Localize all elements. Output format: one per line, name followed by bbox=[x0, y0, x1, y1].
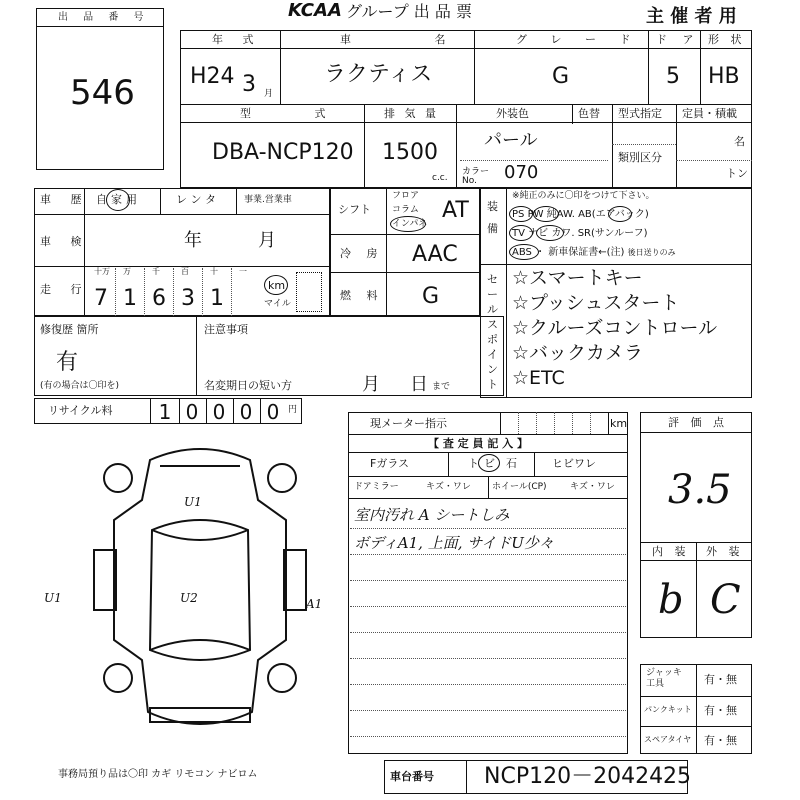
key-items: 事務局預り品は〇印 カギ リモコン ナビロム bbox=[58, 769, 258, 780]
model-name: ラクティス bbox=[324, 62, 433, 87]
pw-circle bbox=[533, 206, 559, 222]
km-unit: km bbox=[268, 279, 286, 292]
inspection-month: 月 bbox=[258, 230, 276, 251]
door-left bbox=[94, 550, 116, 610]
equipment-note: ※純正のみに〇印をつけて下さい。 bbox=[512, 191, 655, 201]
damage-left: U1 bbox=[44, 591, 62, 605]
notes-label: 注意事項 bbox=[204, 323, 248, 336]
mileage-digit-head: 一 bbox=[239, 267, 247, 276]
inspector-ruled-line bbox=[350, 632, 626, 633]
doors-label: ド ア bbox=[656, 33, 700, 46]
history-rental: レ ン タ bbox=[176, 193, 216, 206]
glass-label: Fガラス bbox=[370, 457, 409, 470]
glass-stone: 石 bbox=[506, 457, 517, 470]
rear-bumper bbox=[150, 708, 250, 722]
fuel-label: 燃 料 bbox=[340, 289, 384, 302]
mileage-digit: 7 bbox=[94, 286, 108, 311]
recycle-label: リサイクル料 bbox=[48, 404, 113, 417]
wheel-rear-right bbox=[268, 664, 296, 692]
mileage-digit: 3 bbox=[181, 286, 195, 311]
score-label: 評 価 点 bbox=[668, 416, 728, 429]
mileage-divider bbox=[202, 268, 203, 316]
mileage-digit-head: 百 bbox=[181, 267, 189, 276]
cc-unit: c.c. bbox=[432, 173, 448, 183]
mileage-digit-head: 十 bbox=[210, 267, 218, 276]
navi-circle bbox=[536, 225, 564, 241]
wheel-rear-left bbox=[104, 664, 132, 692]
copy-label: 主 催 者 用 bbox=[646, 6, 737, 27]
meter-digit-divider bbox=[590, 412, 591, 434]
month-suffix: 月 bbox=[264, 89, 274, 99]
inspector-ruled-line bbox=[350, 580, 626, 581]
recycle-divider bbox=[260, 398, 261, 424]
selling-point: ☆ETC bbox=[512, 367, 565, 389]
history-private: 自家用 bbox=[96, 193, 141, 206]
kcaa-logo: KCAA bbox=[288, 0, 342, 21]
selling-point: ☆クルーズコントロール bbox=[512, 317, 718, 339]
meter-unit: km bbox=[610, 417, 628, 430]
inspector-title: 【 査 定 員 記 入 】 bbox=[428, 437, 528, 450]
car-diagram bbox=[90, 440, 310, 740]
year-era: H24 bbox=[190, 64, 235, 89]
color-change-label: 色替 bbox=[578, 107, 600, 120]
warranty-note: 後日送りのみ bbox=[627, 248, 676, 257]
shift-value: AT bbox=[442, 198, 469, 223]
glass-chip: ト bbox=[468, 457, 479, 470]
mileage-digit-head: 千 bbox=[152, 267, 160, 276]
score-value: 3.5 bbox=[668, 467, 732, 513]
shift-floor: フロア bbox=[392, 191, 420, 201]
inspector-ruled-line bbox=[350, 554, 626, 555]
mileage-divider bbox=[144, 268, 145, 316]
mileage-label: 走 行 bbox=[40, 283, 90, 296]
chassis-number: NCP120－2042425 bbox=[484, 764, 692, 789]
meter-label: 現メーター指示 bbox=[370, 417, 447, 430]
inspector-ruled-line bbox=[350, 684, 626, 685]
recycle-digit: 0 bbox=[212, 400, 226, 424]
wheel-front-right bbox=[268, 464, 296, 492]
mileage-digit-head: 十万 bbox=[94, 267, 110, 276]
pw-option: PW bbox=[527, 209, 544, 220]
jack-value: 有・無 bbox=[704, 673, 737, 686]
interior-grade: b bbox=[658, 577, 684, 623]
interior-label: 内 装 bbox=[652, 545, 690, 558]
recycle-digit: 0 bbox=[239, 400, 253, 424]
document-title: グループ 出 品 票 bbox=[346, 2, 472, 21]
year-label: 年 式 bbox=[212, 33, 262, 46]
recycle-unit: 円 bbox=[288, 405, 298, 415]
mileage-digit: 1 bbox=[123, 286, 137, 311]
name-change-month: 月 bbox=[362, 374, 380, 395]
door-right bbox=[284, 550, 306, 610]
puncture-kit-value: 有・無 bbox=[704, 704, 737, 717]
shift-panel: インパネ bbox=[392, 219, 428, 229]
meter-digit-divider bbox=[572, 412, 573, 434]
abs-circle bbox=[509, 244, 539, 260]
abs-option: ABS bbox=[512, 247, 532, 258]
grade: G bbox=[552, 64, 570, 89]
history-business: 事業.営業車 bbox=[244, 195, 292, 205]
mileage-digit: 6 bbox=[152, 286, 166, 311]
persons-unit: 名 bbox=[734, 135, 745, 148]
tons-unit: トン bbox=[726, 167, 748, 180]
ab-circle bbox=[608, 206, 632, 222]
exterior-grade: C bbox=[710, 577, 741, 623]
airbag-option: AB bbox=[578, 209, 592, 220]
ac-label: 冷 房 bbox=[340, 247, 384, 260]
shift-panel-circle bbox=[390, 216, 426, 232]
mile-unit: マイル bbox=[264, 299, 291, 309]
exterior-label: 外 装 bbox=[706, 545, 744, 558]
wheel-damage: キズ・ワレ bbox=[570, 482, 615, 492]
meter-digit-divider bbox=[554, 412, 555, 434]
equip-line3: ABS ・ 新車保証書←(注) 後日送りのみ bbox=[512, 247, 676, 258]
grade-label: グ レ ー ド bbox=[516, 33, 641, 46]
repair-value: 有 bbox=[56, 350, 79, 375]
shift-column: コラム bbox=[392, 205, 419, 215]
doors: 5 bbox=[666, 64, 680, 89]
mirror-damage: キズ・ワレ bbox=[426, 482, 471, 492]
damage-right: A1 bbox=[306, 597, 323, 611]
repair-note: (有の場合は〇印を) bbox=[40, 381, 120, 391]
selling-points-list bbox=[512, 266, 717, 391]
name-change-suffix: まで bbox=[432, 382, 451, 392]
inspector-ruled-line bbox=[350, 658, 626, 659]
selling-point: ☆スマートキー bbox=[512, 267, 643, 289]
mileage-divider bbox=[231, 268, 232, 316]
selling-point: ☆プッシュスタート bbox=[512, 292, 680, 314]
mileage-divider bbox=[173, 268, 174, 316]
damage-center: U2 bbox=[180, 591, 198, 605]
spare-tire-label: スペアタイヤ bbox=[644, 735, 692, 744]
mileage-digit: 1 bbox=[210, 286, 224, 311]
airbag-text: (エアバック) bbox=[591, 209, 649, 220]
spare-tire-value: 有・無 bbox=[704, 734, 737, 747]
car-rear-window bbox=[150, 640, 250, 650]
class-label: 類別区分 bbox=[618, 151, 662, 164]
recycle-divider bbox=[179, 398, 180, 424]
type-designation-label: 型式指定 bbox=[618, 107, 662, 120]
recycle-digit: 1 bbox=[158, 400, 172, 424]
history-label: 車 歴 bbox=[40, 193, 90, 206]
recycle-digit: 0 bbox=[185, 400, 199, 424]
inspector-note-1: 室内汚れ A シートしみ bbox=[354, 506, 510, 524]
equipment-label: 装備 bbox=[487, 200, 498, 235]
meter-digit-divider bbox=[536, 412, 537, 434]
glass-crack-circle bbox=[478, 454, 500, 472]
jack-label: ジャッキ 工具 bbox=[646, 668, 682, 689]
ps-circle bbox=[509, 206, 533, 222]
selling-points-label: セールスポイント bbox=[487, 273, 498, 391]
color-number-label: カラー No. bbox=[462, 167, 490, 186]
exterior-color: パール bbox=[484, 130, 538, 151]
wheel-front-left bbox=[104, 464, 132, 492]
mileage-extra-box bbox=[296, 272, 322, 312]
sunroof-option: SR bbox=[577, 228, 591, 239]
fuel-value: G bbox=[422, 284, 440, 309]
inspection-label: 車 検 bbox=[40, 235, 90, 248]
wheel-label: ホイール(CP) bbox=[492, 482, 547, 492]
body-type: HB bbox=[708, 64, 740, 89]
glass-crack: ビ bbox=[484, 457, 495, 470]
color-label: 外装色 bbox=[496, 107, 529, 120]
inspector-ruled-line bbox=[350, 710, 626, 711]
model-label: 車 名 bbox=[340, 33, 486, 46]
car-outline bbox=[114, 449, 286, 724]
tv-circle bbox=[509, 225, 533, 241]
chassis-label: 車台番号 bbox=[390, 770, 434, 783]
recycle-digit: 0 bbox=[266, 400, 280, 424]
body-label: 形 状 bbox=[708, 33, 746, 46]
tv-option: TV bbox=[512, 228, 525, 239]
meter-digit-divider bbox=[518, 412, 519, 434]
warranty-option: 新車保証書←(注) bbox=[548, 247, 625, 258]
leather-option: カワ. bbox=[551, 228, 575, 239]
km-circle bbox=[264, 275, 288, 295]
model-type: DBA-NCP120 bbox=[212, 140, 354, 165]
mileage-digit-head: 万 bbox=[123, 267, 131, 276]
repair-label: 修復歴 箇所 bbox=[40, 323, 99, 336]
inspection-year: 年 bbox=[184, 230, 202, 251]
capacity-label: 定員・積載 bbox=[682, 107, 737, 120]
damage-roof: U1 bbox=[184, 495, 202, 509]
lot-number: 546 bbox=[70, 73, 135, 113]
inspector-ruled-line bbox=[350, 528, 626, 529]
shift-label: シフト bbox=[338, 203, 371, 216]
color-number: 070 bbox=[504, 162, 539, 183]
mileage-divider bbox=[115, 268, 116, 316]
alloy-wheel-option: 純AW. bbox=[546, 209, 575, 220]
displacement-label: 排 気 量 bbox=[384, 107, 439, 120]
mirror-label: ドアミラー bbox=[354, 482, 399, 492]
puncture-kit-label: パンクキット bbox=[644, 705, 692, 714]
lot-number-label: 出 品 番 号 bbox=[58, 12, 150, 23]
name-change-day: 日 bbox=[410, 374, 428, 395]
glass-split: ヒビワレ bbox=[552, 457, 596, 470]
inspector-ruled-line bbox=[350, 736, 626, 737]
year-month: 3 bbox=[242, 72, 256, 97]
name-change-label: 名変期日の短い方 bbox=[204, 379, 292, 392]
navi-option: ナビ bbox=[528, 228, 549, 239]
inspector-note-2: ボディA1, 上面, サイドU少々 bbox=[354, 534, 554, 552]
displacement: 1500 bbox=[382, 140, 438, 165]
sunroof-text: (サンルーフ) bbox=[591, 228, 648, 239]
ac-value: AAC bbox=[412, 242, 458, 267]
type-label: 型 式 bbox=[240, 107, 356, 120]
inspector-ruled-line bbox=[350, 606, 626, 607]
history-circle bbox=[106, 189, 130, 211]
recycle-divider bbox=[206, 398, 207, 424]
recycle-divider bbox=[233, 398, 234, 424]
ps-option: PS bbox=[512, 209, 525, 220]
selling-point: ☆バックカメラ bbox=[512, 342, 644, 364]
car-windshield bbox=[152, 530, 248, 540]
